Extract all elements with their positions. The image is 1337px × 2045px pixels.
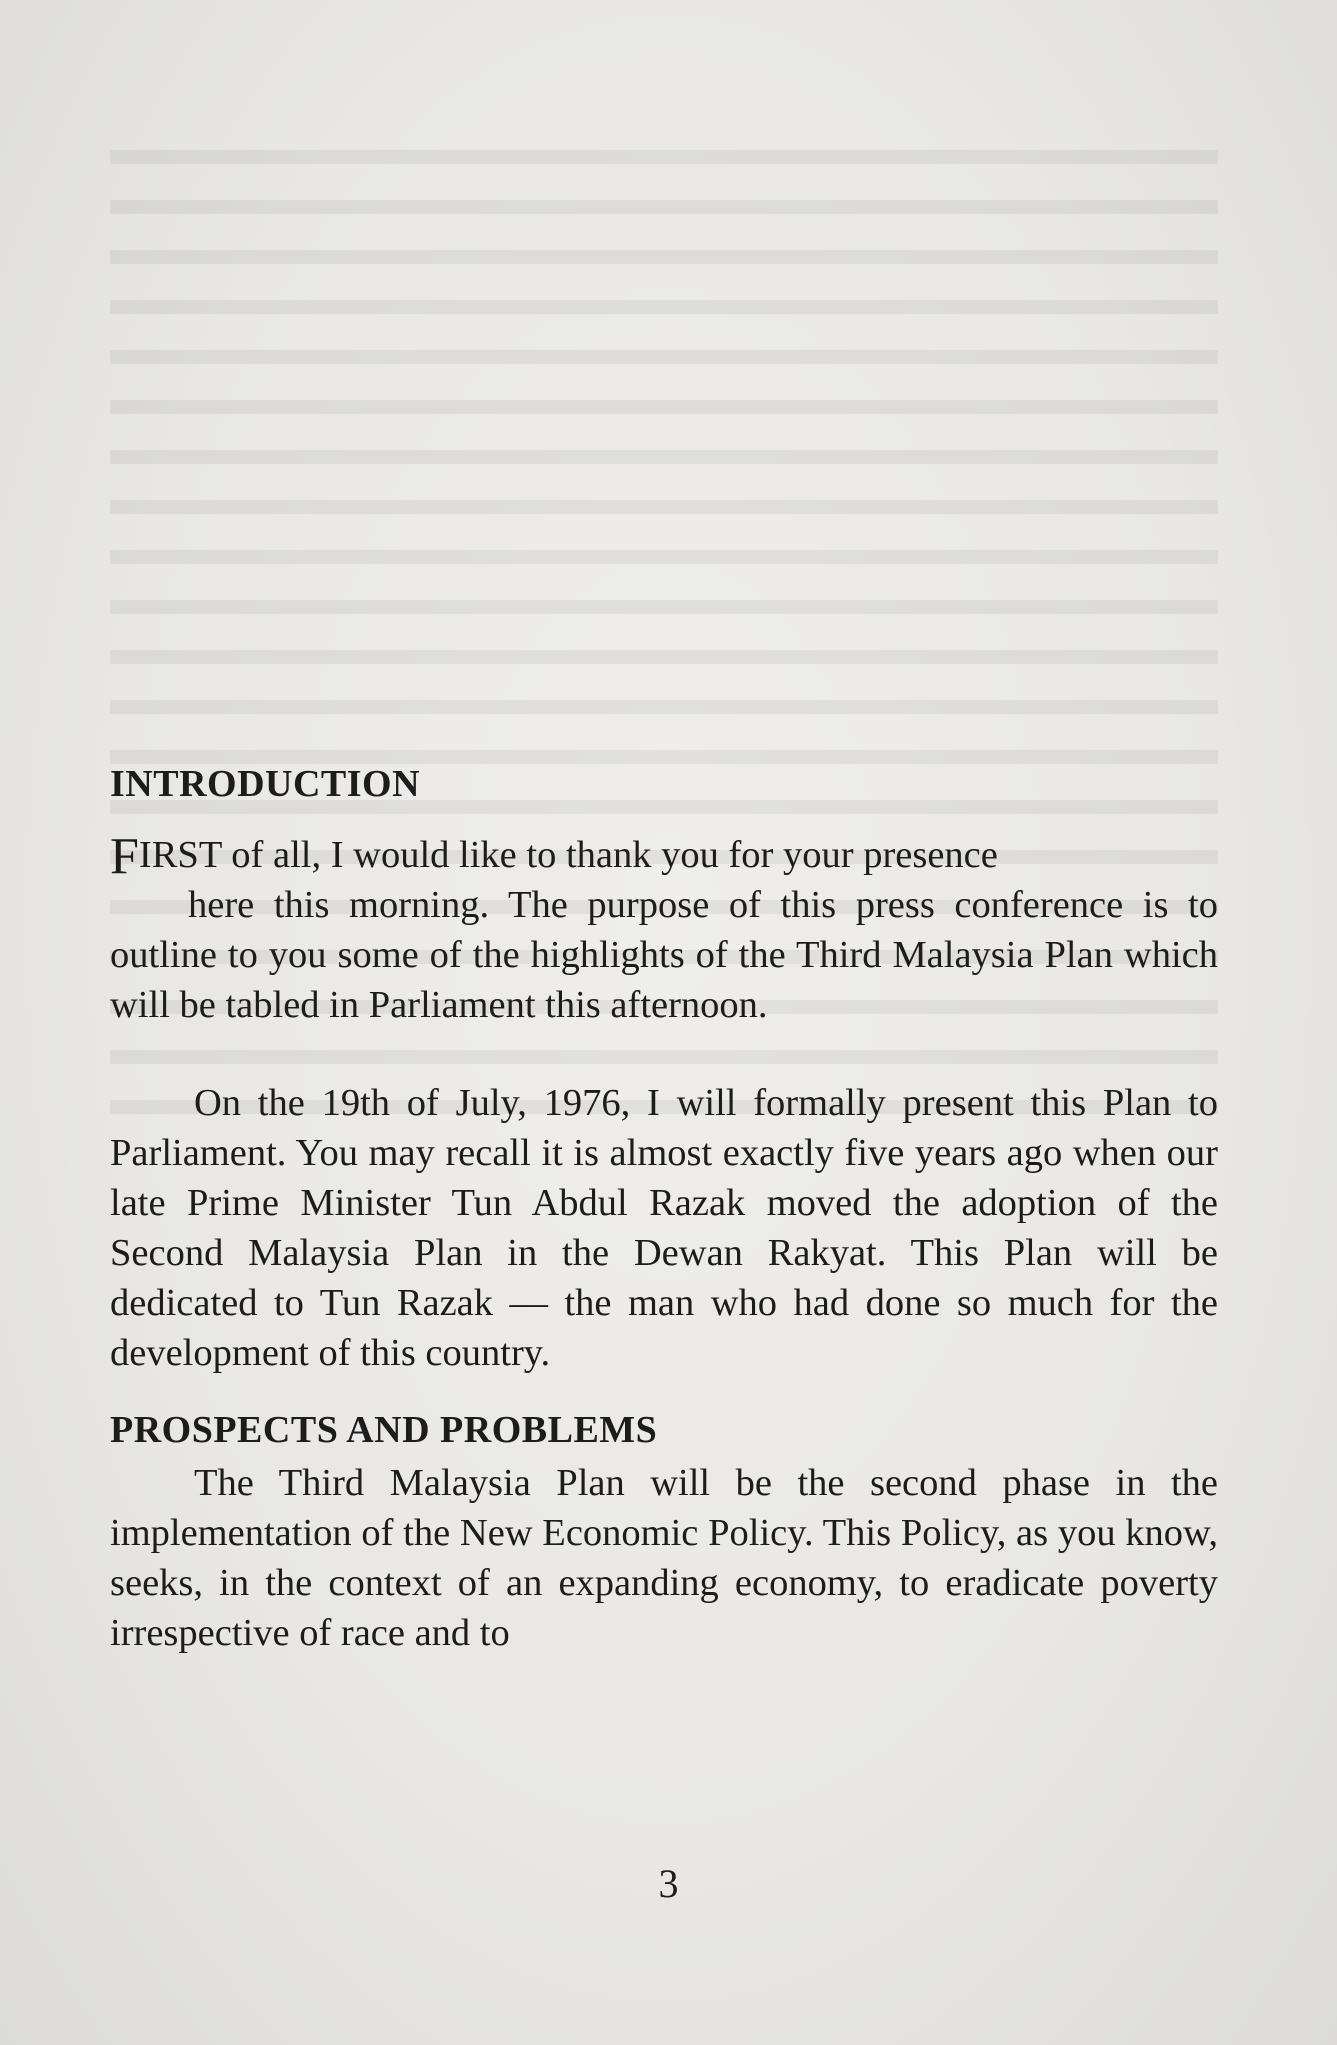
introduction-heading: INTRODUCTION (110, 763, 421, 805)
page-number: 3 (658, 1861, 679, 1906)
introduction-body: here this morning. The purpose of this press conference is to outline to you some of the highlights of the Third Malaysia Plan which will be tabled in Parliament this afternoon. (110, 884, 1218, 1026)
page-content (110, 760, 1218, 1658)
prospects-paragraph: The Third Malaysia Plan will be the second phase in the implementation of the New Economic Policy. This Policy, as you know, seeks, in the context of an expanding economy, to eradicate poverty irrespective of race and to (110, 1462, 1218, 1654)
drop-cap: F (110, 828, 139, 885)
dedication-paragraph: On the 19th of July, 1976, I will formally present this Plan to Parliament. You may recall it is almost exactly five years ago when our late Prime Minister Tun Abdul Razak moved the adoption of the Second Malaysia Plan in the Dewan Rakyat. This Plan will be dedicated to Tun Razak — the man who had done so much for the development of this country. (110, 1082, 1218, 1374)
introduction-paragraph (110, 830, 1218, 1030)
introduction-first-line: IRST of all, I would like to thank you for your presence (138, 834, 998, 876)
prospects-heading: PROSPECTS AND PROBLEMS (110, 1409, 658, 1451)
